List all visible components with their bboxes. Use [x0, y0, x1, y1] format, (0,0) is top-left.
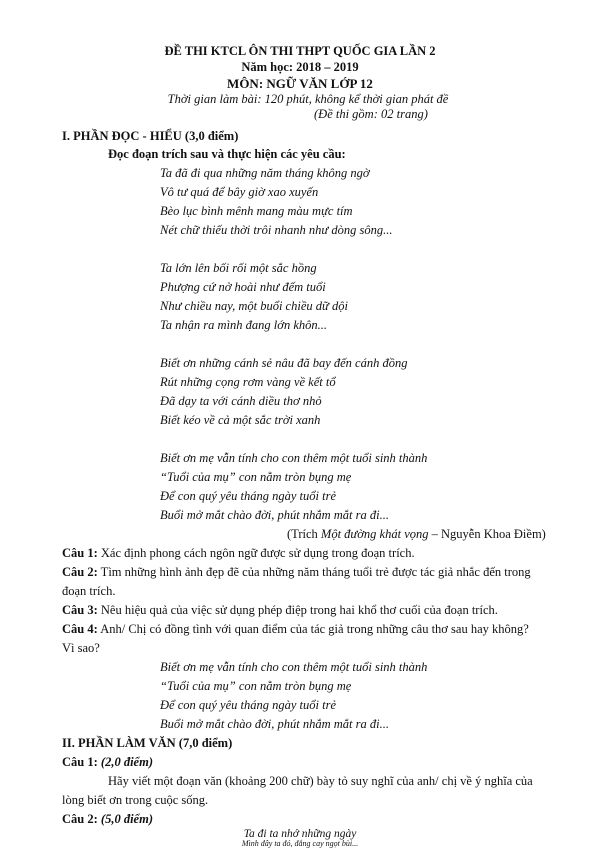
question-label: Câu 3: — [62, 603, 98, 617]
page-count: (Đề thi gồm: 02 trang) — [314, 107, 428, 121]
quoted-poem-line: Biết ơn mẹ vẫn tính cho con thêm một tuổi sinh thành — [160, 660, 428, 674]
source-prefix: (Trích — [287, 527, 321, 541]
poem-line: “Tuổi của mụ” con nằm tròn bụng mẹ — [160, 470, 352, 484]
essay-poem-line: Mình đây ta đó, đắng cay ngọt bùi... — [241, 839, 359, 848]
question-text: Tìm những hình ảnh đẹp đẽ của những năm tháng tuổi trẻ được tác giả nhắc đến trong — [97, 565, 531, 579]
question-2 — [62, 565, 531, 580]
exam-title: ĐỀ THI KTCL ÔN THI THPT QUỐC GIA LẦN 2 — [164, 44, 436, 58]
source-author: – Nguyễn Khoa Điềm) — [428, 527, 546, 541]
question-1 — [62, 546, 415, 561]
poem-line: Buổi mở mắt chào đời, phút nhắm mắt ra đi... — [160, 508, 389, 522]
question-label: Câu 2: — [62, 812, 98, 826]
question-text: Nêu hiệu quả của việc sử dụng phép điệp trong hai khổ thơ cuối của đoạn trích. — [97, 603, 498, 617]
school-year: Năm học: 2018 – 2019 — [241, 60, 359, 74]
question-label: Câu 4: — [62, 622, 98, 636]
question-4-continued: Vì sao? — [62, 641, 100, 655]
poem-line: Nét chữ thiếu thời trôi nhanh như dòng sông... — [160, 223, 393, 237]
question-2-continued: đoạn trích. — [62, 584, 116, 598]
essay-poem-line: Ta đi ta nhớ những ngày — [243, 828, 357, 840]
essay-question-1-text: Hãy viết một đoạn văn (khoảng 200 chữ) bày tỏ suy nghĩ của anh/ chị về ý nghĩa của — [108, 774, 533, 788]
poem-line: Như chiều nay, một buổi chiều dữ dội — [160, 299, 348, 313]
part1-heading: I. PHẦN ĐỌC - HIỂU (3,0 điểm) — [62, 129, 239, 143]
question-points: (5,0 điểm) — [97, 812, 153, 826]
question-label: Câu 2: — [62, 565, 98, 579]
poem-line: Biết ơn những cánh sẻ nâu đã bay đến cánh đồng — [160, 356, 408, 370]
time-line: Thời gian làm bài: 120 phút, không kể thời gian phát đề — [167, 92, 449, 106]
question-3 — [62, 603, 498, 618]
poem-line: Rút những cọng rơm vàng về kết tổ — [160, 375, 336, 389]
part2-heading: II. PHẦN LÀM VĂN (7,0 điểm) — [62, 736, 233, 750]
poem-line: Bèo lục bình mênh mang màu mực tím — [160, 204, 353, 218]
question-points: (2,0 điểm) — [97, 755, 153, 769]
quoted-poem-line: “Tuổi của mụ” con nằm tròn bụng mẹ — [160, 679, 352, 693]
part1-instruction: Đọc đoạn trích sau và thực hiện các yêu cầu: — [108, 147, 346, 161]
poem-line: Ta lớn lên bối rối một sắc hồng — [160, 261, 317, 275]
essay-question-1-text-continued: lòng biết ơn trong cuộc sống. — [62, 793, 209, 807]
source-title: Một đường khát vọng — [320, 527, 429, 541]
poem-line: Phượng cứ nở hoài như đếm tuổi — [160, 280, 326, 294]
poem-line: Ta nhận ra mình đang lớn khôn... — [160, 318, 327, 332]
subject-line: MÔN: NGỮ VĂN LỚP 12 — [227, 76, 373, 91]
question-text: Xác định phong cách ngôn ngữ được sử dụng trong đoạn trích. — [97, 546, 415, 560]
poem-line: Ta đã đi qua những năm tháng không ngờ — [160, 166, 370, 180]
quoted-poem-line: Để con quý yêu tháng ngày tuổi trẻ — [160, 698, 336, 712]
poem-line: Để con quý yêu tháng ngày tuổi trẻ — [160, 489, 336, 503]
question-4 — [62, 622, 529, 637]
poem-line: Đã dạy ta với cánh diều thơ nhỏ — [160, 394, 322, 408]
quoted-poem-line: Buổi mở mắt chào đời, phút nhắm mắt ra đi... — [160, 717, 389, 731]
question-label: Câu 1: — [62, 546, 98, 560]
question-label: Câu 1: — [62, 755, 98, 769]
essay-question-2 — [62, 812, 153, 827]
question-text: Anh/ Chị có đồng tình với quan điểm của tác giả trong những câu thơ sau hay không? — [97, 622, 529, 636]
poem-line: Biết ơn mẹ vẫn tính cho con thêm một tuổi sinh thành — [160, 451, 428, 465]
poem-line: Biết kéo về cả một sắc trời xanh — [160, 413, 321, 427]
poem-source — [287, 527, 546, 542]
essay-question-1 — [62, 755, 153, 770]
poem-line: Vô tư quá để bây giờ xao xuyến — [160, 185, 319, 199]
